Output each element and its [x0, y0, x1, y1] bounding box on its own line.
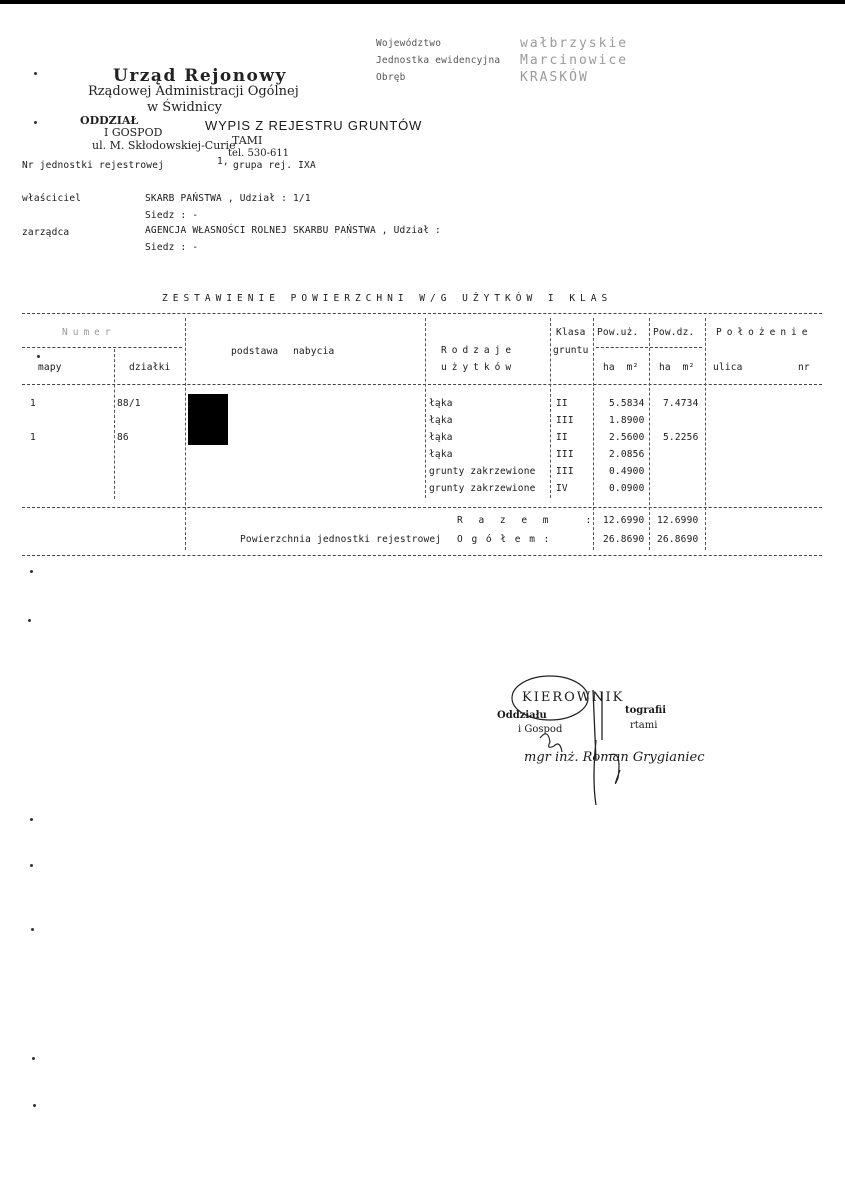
row5-klasa: III	[556, 466, 574, 477]
row3-rodzaj: łąka	[429, 432, 453, 443]
row4-rodzaj: łąka	[429, 449, 453, 460]
row2-klasa: III	[556, 415, 574, 426]
total-caption: Powierzchnia jednostki rejestrowej	[240, 534, 442, 545]
row2-pow-uz: 1.8900	[609, 415, 645, 426]
voivodeship-value: wałbrzyskie	[520, 36, 629, 51]
row3-klasa: II	[556, 432, 568, 443]
registry-unit-value: 1,	[217, 156, 229, 167]
row1-pow-uz: 5.5834	[609, 398, 645, 409]
row3-pow-uz: 2.5600	[609, 432, 645, 443]
scan-dot	[30, 864, 33, 867]
header-rodzaje: Rodzaje	[441, 345, 517, 356]
row4-pow-uz: 2.0856	[609, 449, 645, 460]
signature-line3: i Gospod	[518, 724, 563, 735]
scan-dot	[32, 1057, 35, 1060]
unit-label: Jednostka ewidencyjna	[376, 55, 501, 66]
owner-value: SKARB PAŃSTWA , Udział : 1/1	[145, 193, 311, 204]
col-sep-dzialki	[185, 318, 186, 550]
voivodeship-label: Województwo	[376, 38, 442, 49]
signature-line3-end: rtami	[630, 720, 658, 731]
header-nr: nr	[798, 362, 810, 373]
stamp-address: ul. M. Skłodowskiej-Curie	[92, 139, 236, 152]
stamp-office: Urząd Rejonowy	[113, 66, 287, 86]
row6-rodzaj: grunty zakrzewione	[429, 483, 536, 494]
registry-group: grupa rej. IXA	[233, 160, 316, 171]
signature-line2: Oddziału	[497, 710, 547, 721]
razem-pow-uz: 12.6990	[603, 515, 645, 526]
manager-seat: Siedz : -	[145, 242, 199, 253]
scan-dot	[37, 355, 40, 358]
header-pow-uz: Pow.uż.	[597, 327, 639, 338]
header-dzialki: działki	[129, 362, 171, 373]
unit-value: Marcinowice	[520, 53, 629, 68]
precinct-label: Obręb	[376, 72, 406, 83]
table-header-rule	[22, 384, 822, 385]
precinct-value: KRASKÓW	[520, 70, 589, 85]
numer-subrule	[22, 347, 182, 348]
header-ulica: ulica	[713, 362, 743, 373]
header-ha-m2-uz: ha m²	[603, 362, 639, 373]
row4-klasa: III	[556, 449, 574, 460]
stamp-phone: tel. 530-611	[228, 148, 290, 159]
ogolem-pow-dz: 26.8690	[657, 534, 699, 545]
row1-dzialka: 88/1	[117, 398, 141, 409]
scan-dot	[30, 570, 33, 573]
table-bottom-rule	[22, 555, 822, 556]
row3-mapa: 1	[30, 432, 36, 443]
document-title: WYPIS Z REJESTRU GRUNTÓW	[205, 118, 423, 133]
scan-dot	[28, 619, 31, 622]
owner-label: właściciel	[22, 193, 82, 204]
manager-value: AGENCJA WŁASNOŚCI ROLNEJ SKARBU PAŃSTWA , Udział :	[145, 225, 441, 236]
summary-title: ZESTAWIENIE POWIERZCHNI W/G UŻYTKÓW I KLAS	[162, 293, 613, 304]
row1-klasa: II	[556, 398, 568, 409]
owner-seat: Siedz : -	[145, 210, 199, 221]
table-top-rule	[22, 313, 822, 314]
header-ha-m2-dz: ha m²	[659, 362, 695, 373]
signature-name: mgr inż. Roman Grygianiec	[524, 750, 705, 765]
header-mapy: mapy	[38, 362, 62, 373]
redacted-acquisition-basis	[188, 394, 228, 445]
stamp-management-end: TAMI	[232, 134, 263, 147]
row3-dzialka: 86	[117, 432, 129, 443]
header-nabycia: nabycia	[293, 346, 335, 357]
stamp-management: I GOSPOD	[104, 126, 163, 139]
header-numer: Numer	[62, 327, 116, 338]
razem-label: R a z e m :	[457, 515, 597, 526]
razem-pow-dz: 12.6990	[657, 515, 699, 526]
registry-unit-label: Nr jednostki rejestrowej	[22, 160, 165, 171]
row5-rodzaj: grunty zakrzewione	[429, 466, 536, 477]
scan-dot	[33, 1104, 36, 1107]
row6-klasa: IV	[556, 483, 568, 494]
col-sep-powuz	[649, 318, 650, 550]
ogolem-label: O g ó ł e m :	[457, 534, 551, 545]
header-uzytkow: użytków	[441, 362, 517, 373]
row3-pow-dz: 5.2256	[663, 432, 699, 443]
stamp-department: ODDZIAŁ	[80, 114, 139, 127]
ogolem-pow-uz: 26.8690	[603, 534, 645, 545]
header-gruntu: gruntu	[553, 345, 589, 356]
col-sep-mapy	[114, 349, 115, 499]
col-sep-powdz	[705, 318, 706, 550]
scan-dot	[34, 72, 37, 75]
scan-top-border	[0, 0, 845, 4]
col-sep-podstawa	[425, 318, 426, 498]
scan-dot	[31, 928, 34, 931]
signature-line2-end: tografii	[625, 705, 667, 716]
header-polozenie: Położenie	[716, 327, 813, 338]
header-klasa: Klasa	[556, 327, 586, 338]
manager-label: zarządca	[22, 227, 70, 238]
row1-rodzaj: łąka	[429, 398, 453, 409]
stamp-administration: Rządowej Administracji Ogólnej	[88, 84, 299, 99]
header-pow-dz: Pow.dz.	[653, 327, 695, 338]
row1-pow-dz: 7.4734	[663, 398, 699, 409]
scan-dot	[34, 121, 37, 124]
scan-dot	[30, 818, 33, 821]
col-sep-rodzaje	[550, 318, 551, 498]
row6-pow-uz: 0.0900	[609, 483, 645, 494]
table-body-rule	[22, 507, 822, 508]
row2-rodzaj: łąka	[429, 415, 453, 426]
signature-title: KIEROWNIK	[522, 690, 625, 705]
header-podstawa: podstawa	[231, 346, 279, 357]
stamp-city: w Świdnicy	[147, 100, 222, 115]
row1-mapa: 1	[30, 398, 36, 409]
row5-pow-uz: 0.4900	[609, 466, 645, 477]
